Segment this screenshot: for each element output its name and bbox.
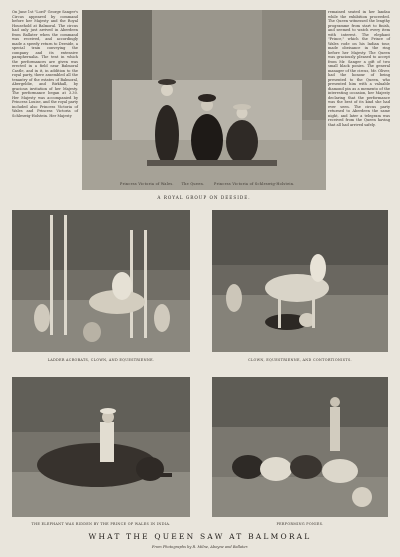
photo-label-left: Princess Victoria of Wales. [120, 182, 174, 186]
top-photo-caption: A ROYAL GROUP ON DEESIDE. [157, 195, 251, 200]
ladder-acrobats-photo [12, 210, 190, 352]
article-column-right: remained seated in her landau while the exhibition proceeded. The Queen witnessed the lengthy programme from start to finish, and seemed to watch every item with interest. The elephant "Prince," which the Prince of Wales rode on his Indian tour, made obeisance in the ring before her Majesty. The Queen was graciously pleased to accept from Mr. Sanger a gift of two small black ponies. The general manager of the circus, Mr. Oliver, had the honour of being presented to the Queen, who presented him with a valuable diamond pin as a memento of the interesting occasion, her Majesty declaring that the performance was the best of its kind she had ever seen. The circus party returned to Aberdeen the same night, and later a telegram was received from the Queen having that all had arrived safely. [328, 10, 390, 127]
photo-label-center: The Queen. [181, 182, 205, 186]
elephant-photo [12, 377, 190, 517]
performing-ponies-photo [212, 377, 388, 517]
clown-equestrienne-photo [212, 210, 388, 352]
ladder-acrobats-caption: LADDER ACROBATS, CLOWN, AND EQUESTRIENNE. [47, 358, 155, 362]
royal-group-photo [82, 10, 326, 190]
photo-label-right: Princess Victoria of Schleswig-Holstein. [214, 182, 295, 186]
article-column-left: On June 1st "Lord" George Sanger's Circus appeared by command before her Majesty and the Royal Household at Balmoral. The circus had only just arrived in Aberdeen from Ballater when the command was received, and accordingly made a speedy return to Deeside, a special train conveying the company and its extensive paraphernalia. The tent in which the performances are given was erected in a field near Balmoral Castle, and in it, in addition to the royal party, there assembled all the tenantry of the estates of Balmoral, Abergeldie, and Birkhall, by gracious invitation of her Majesty. The performance began at 3.30. Her Majesty was accompanied by Princess Louise, and the royal party included also Princess Victoria of Wales and Princess Victoria of Schleswig-Holstein. Her Majesty [12, 10, 78, 118]
elephant-caption: THE ELEPHANT WAS RIDDEN BY THE PRINCE OF WALES IN INDIA. [31, 522, 171, 526]
page-title: WHAT THE QUEEN SAW AT BALMORAL [88, 532, 312, 541]
photo-credit: From Photographs by R. Milne, Aboyne and Ballater. [151, 545, 249, 549]
clown-equestrienne-caption: CLOWN, EQUESTRIENNE, AND CONTORTIONISTS. [248, 358, 352, 362]
performing-ponies-caption: PERFORMING PONIES. [276, 522, 324, 526]
